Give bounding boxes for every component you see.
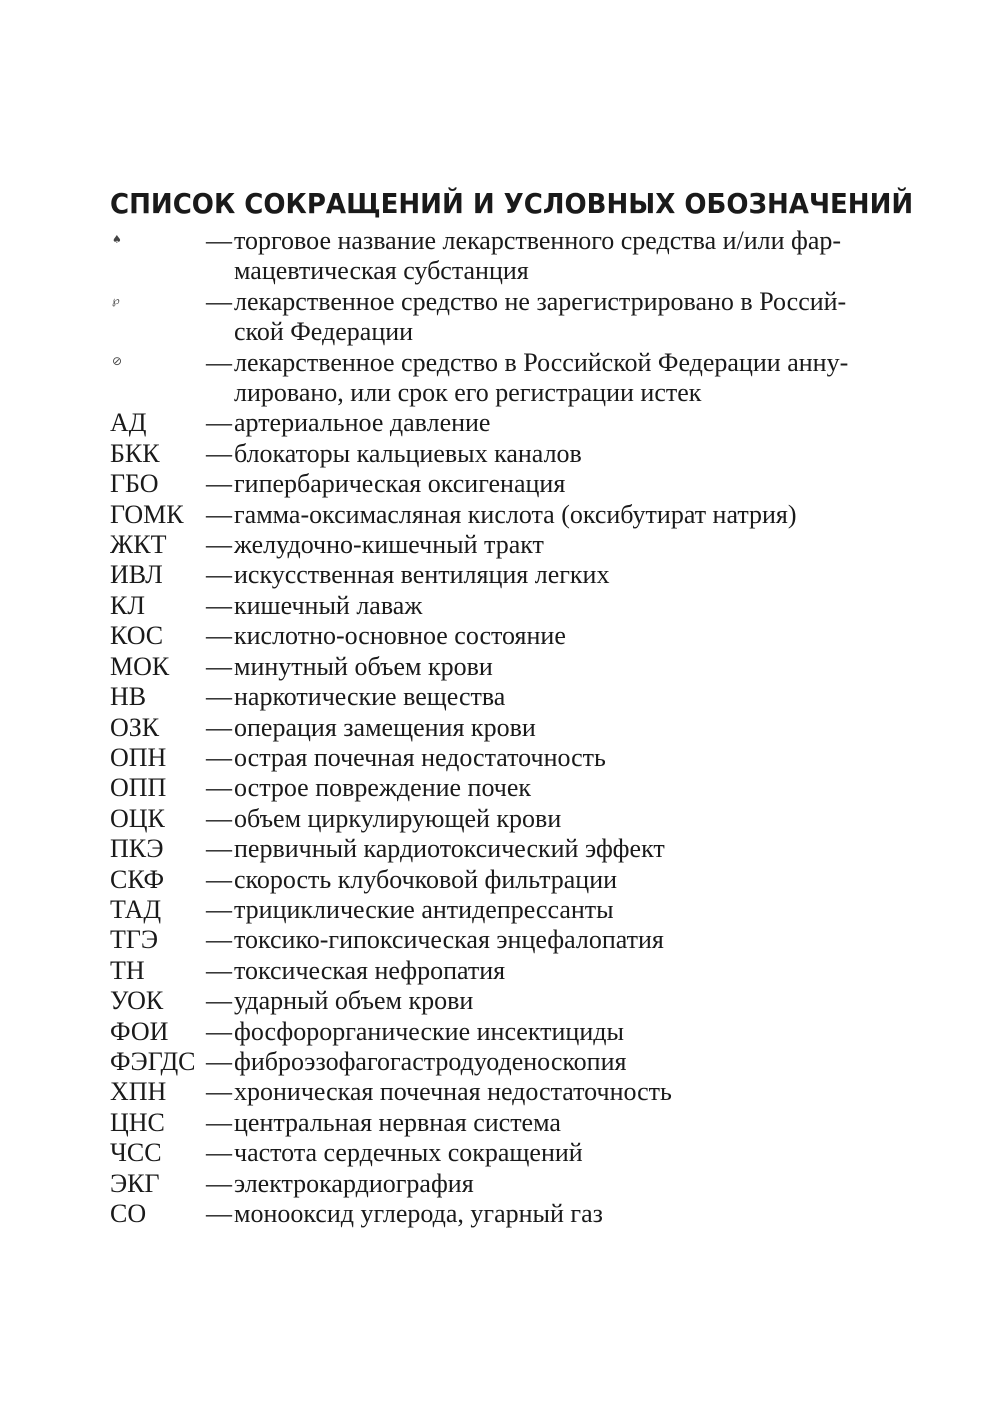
abbreviation: ЧСС [110,1138,162,1168]
entry-definition: центральная нервная система [234,1107,561,1137]
symbol-entry [110,348,910,409]
abbreviation-entry [110,895,910,925]
entry-definition: острое повреждение почек [234,773,532,803]
abbreviation-entry [110,743,910,773]
abbreviation-entry [110,500,910,530]
abbreviation-entry [110,865,910,895]
abbreviation-entry [110,925,910,955]
abbreviation-entry [110,773,910,803]
entry-definition: скорость клубочковой фильтрации [234,864,618,894]
abbreviation-entry [110,652,910,682]
abbreviation-entry [110,1077,910,1107]
abbreviation-entry [110,1108,910,1138]
abbreviation: ОЦК [110,803,165,833]
entry-definition: наркотические вещества [234,682,506,712]
abbreviation: ОПН [110,742,167,772]
abbreviation: МОК [110,651,170,681]
entry-dash: — [206,621,232,651]
definition-line: торговое название лекарственного средства и/или фар- [234,226,842,255]
abbreviation: АД [110,408,147,438]
entry-dash: — [206,1016,232,1046]
entry-definition [234,226,910,287]
abbreviation-entry [110,1199,910,1229]
abbreviation-entry [110,439,910,469]
page-title: СПИСОК СОКРАЩЕНИЙ И УСЛОВНЫХ ОБОЗНАЧЕНИЙ [110,187,914,220]
entry-definition: фиброэзофагогастродуоденоскопия [234,1046,627,1076]
abbreviation-entry [110,713,910,743]
definition-line: лировано, или срок его регистрации истек [234,378,702,408]
entry-definition [234,348,910,409]
entry-dash: — [206,742,232,772]
definition-line: лекарственное средство в Российской Федерации анну- [234,347,849,377]
entry-definition [234,287,910,348]
abbreviation: ФОИ [110,1016,169,1046]
abbreviation-entry [110,682,910,712]
entry-definition: трициклические антидепрессанты [234,894,614,924]
abbreviation-entry [110,1017,910,1047]
abbreviation-entry [110,956,910,986]
entry-definition: гамма-оксимасляная кислота (оксибутират натрия) [234,499,797,529]
abbreviation-entry [110,986,910,1016]
abbreviation: ГБО [110,469,159,499]
abbreviation: ПКЭ [110,834,164,864]
abbreviation-entry [110,1138,910,1168]
symbol-entry [110,226,910,287]
abbreviation: КЛ [110,590,145,620]
entry-dash: — [206,560,232,590]
entry-dash: — [206,469,232,499]
entry-dash: — [206,834,232,864]
entry-dash: — [206,530,232,560]
entry-dash: — [206,1199,232,1228]
abbreviation: ТАД [110,894,162,924]
entry-definition: ударный объем крови [234,986,474,1016]
entry-definition: искусственная вентиляция легких [234,560,610,590]
entry-dash: — [206,590,232,620]
abbreviation-entry [110,1169,910,1199]
entry-definition: первичный кардиотоксический эффект [234,834,665,864]
entry-dash: — [206,1138,232,1168]
entry-definition: электрокардиография [234,1168,474,1198]
entry-dash: — [206,1077,232,1107]
entry-dash: — [206,1046,232,1076]
entry-dash: — [206,682,232,712]
trade-name-icon: ♠ [112,233,122,246]
abbreviation: ИВЛ [110,560,163,590]
entry-dash: — [206,894,232,924]
entry-dash: — [206,955,232,985]
abbreviation: ОПП [110,773,167,803]
entry-dash: — [206,986,232,1016]
not-registered-icon: ℘ [112,293,120,307]
entry-definition: частота сердечных сокращений [234,1138,583,1168]
entry-dash: — [206,651,232,681]
abbreviation-entry [110,621,910,651]
abbreviation: КОС [110,621,164,651]
entry-definition: минутный объем крови [234,651,493,681]
abbreviation: ЦНС [110,1107,165,1137]
abbreviation: СКФ [110,864,165,894]
abbreviation: ТН [110,955,145,985]
abbreviation-entry [110,530,910,560]
entry-definition: артериальное давление [234,408,491,438]
definition-line: лекарственное средство не зарегистрировано в Россий- [234,286,847,316]
abbreviation: ГОМК [110,499,184,529]
abbreviation-entry [110,408,910,438]
entry-definition: токсическая нефропатия [234,955,506,985]
abbreviation: УОК [110,986,164,1016]
abbreviation: ФЭГДС [110,1046,196,1076]
abbreviation: ЭКГ [110,1168,160,1198]
abbreviation: ОЗК [110,712,160,742]
abbreviation: СО [110,1199,147,1228]
entry-dash: — [206,773,232,803]
abbreviation-entry [110,804,910,834]
symbol-cell [110,287,206,322]
entry-definition: объем циркулирующей крови [234,803,562,833]
entry-definition: гипербарическая оксигенация [234,469,566,499]
abbreviation-entry [110,1047,910,1077]
abbreviation-entry [110,469,910,499]
entry-definition: монооксид углерода, угарный газ [234,1199,603,1228]
entry-dash: — [206,864,232,894]
entry-definition: фосфорорганические инсектициды [234,1016,624,1046]
entry-definition: кишечный лаваж [234,590,423,620]
entry-dash: — [206,925,232,955]
entry-dash: — [206,1107,232,1137]
entry-definition: блокаторы кальциевых каналов [234,438,582,468]
abbreviation: НВ [110,682,147,712]
symbol-cell [110,348,206,382]
entry-dash: — [206,803,232,833]
symbol-entry [110,287,910,348]
entry-dash: — [206,712,232,742]
abbreviation: БКК [110,438,160,468]
abbreviation: ЖКТ [110,530,167,560]
entry-dash: — [206,347,232,377]
abbreviation: ХПН [110,1077,167,1107]
entry-definition: острая почечная недостаточность [234,742,606,772]
entry-dash: — [206,408,232,438]
annulled-icon: ⊘ [112,353,123,368]
entry-dash: — [206,286,232,316]
definition-line: ской Федерации [234,317,414,347]
entry-definition: токсико-гипоксическая энцефалопатия [234,925,664,955]
symbol-cell [110,226,206,261]
abbreviations-list [110,226,910,1229]
entry-dash: — [206,226,232,255]
entry-definition: хроническая почечная недостаточность [234,1077,672,1107]
abbreviation: ТГЭ [110,925,159,955]
entry-definition: желудочно-кишечный тракт [234,530,544,560]
abbreviation-entry [110,591,910,621]
entry-dash: — [206,1168,232,1198]
entry-definition: операция замещения крови [234,712,536,742]
entry-definition: кислотно-основное состояние [234,621,566,651]
abbreviation-entry [110,560,910,590]
entry-dash: — [206,499,232,529]
definition-line: мацевтическая субстанция [234,256,529,286]
abbreviation-entry [110,834,910,864]
entry-dash: — [206,438,232,468]
